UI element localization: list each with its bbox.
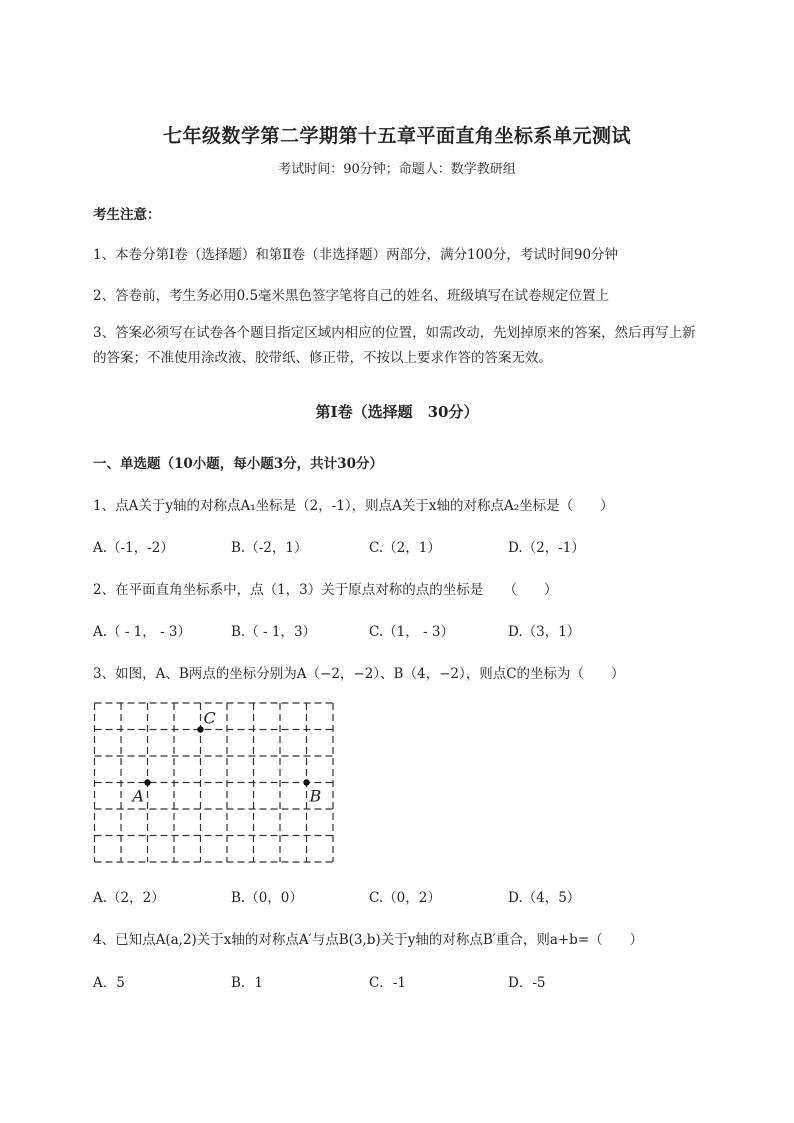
question-2-option-c: C.（1， - 3） <box>369 624 454 640</box>
point-b-marker <box>303 779 309 785</box>
point-c-label: C <box>203 708 216 728</box>
question-2-option-d: D.（3，1） <box>508 624 581 640</box>
question-2-option-a: A.（ - 1， - 3） <box>93 624 192 640</box>
question-3-option-c: C.（0，2） <box>369 890 441 906</box>
question-2-option-b: B.（ - 1，3） <box>231 624 317 640</box>
question-4-option-b: B．1 <box>231 975 264 991</box>
point-b-label: B <box>309 786 322 806</box>
question-4-option-d: D．-5 <box>508 975 546 991</box>
question-3-grid-figure <box>93 700 338 868</box>
section-title: 一、单选题（10小题，每小题3分，共计30分） <box>93 456 383 472</box>
grid-points <box>131 709 322 806</box>
question-3-stem: 3、如图，A、B两点的坐标分别为A（−2，−2）、B（4，−2），则点C的坐标为（ ） <box>93 666 625 682</box>
question-3-option-d: D.（4，5） <box>508 890 581 906</box>
question-3-option-a: A.（2，2） <box>93 890 165 906</box>
question-1-option-d: D.（2，-1） <box>508 540 585 556</box>
question-3-option-b: B.（0，0） <box>231 890 303 906</box>
question-4-option-a: A．5 <box>93 975 125 991</box>
question-4-stem: 4、已知点A(a,2)关于x轴的对称点A′与点B(3,b)关于y轴的对称点B′重合，则a+b=（ ） <box>93 932 644 948</box>
page-title: 七年级数学第二学期第十五章平面直角坐标系单元测试 <box>162 125 631 147</box>
notice-item-3: 3、答案必须写在试卷各个题目指定区域内相应的位置，如需改动，先划掉原来的答案，然后再写上新的答案；不准使用涂改液、胶带纸、修正带，不按以上要求作答的答案无效。 <box>93 325 696 366</box>
part1-title: 第Ⅰ卷（选择题 30分） <box>315 403 479 421</box>
notice-item-1: 1、本卷分第Ⅰ卷（选择题）和第Ⅱ卷（非选择题）两部分，满分100分，考试时间90分钟 <box>93 247 619 263</box>
question-4-option-c: C．-1 <box>369 975 406 991</box>
question-1-option-b: B.（-2，1） <box>231 540 308 556</box>
point-a-marker <box>144 779 150 785</box>
exam-info: 考试时间：90分钟；命题人：数学教研组 <box>278 162 516 177</box>
point-a-label: A <box>132 786 145 806</box>
question-1-option-a: A.（-1，-2） <box>93 540 174 556</box>
question-1-stem: 1、点A关于y轴的对称点A₁坐标是（2，-1），则点A关于x轴的对称点A₂坐标是（ ） <box>93 498 614 514</box>
question-2-stem: 2、在平面直角坐标系中，点（1，3）关于原点对称的点的坐标是 （ ） <box>93 582 558 598</box>
notice-item-2: 2、答卷前，考生务必用0.5毫米黑色签字笔将自己的姓名、班级填写在试卷规定位置上 <box>93 288 610 304</box>
notice-heading: 考生注意： <box>93 207 161 223</box>
question-1-option-c: C.（2，1） <box>369 540 441 556</box>
